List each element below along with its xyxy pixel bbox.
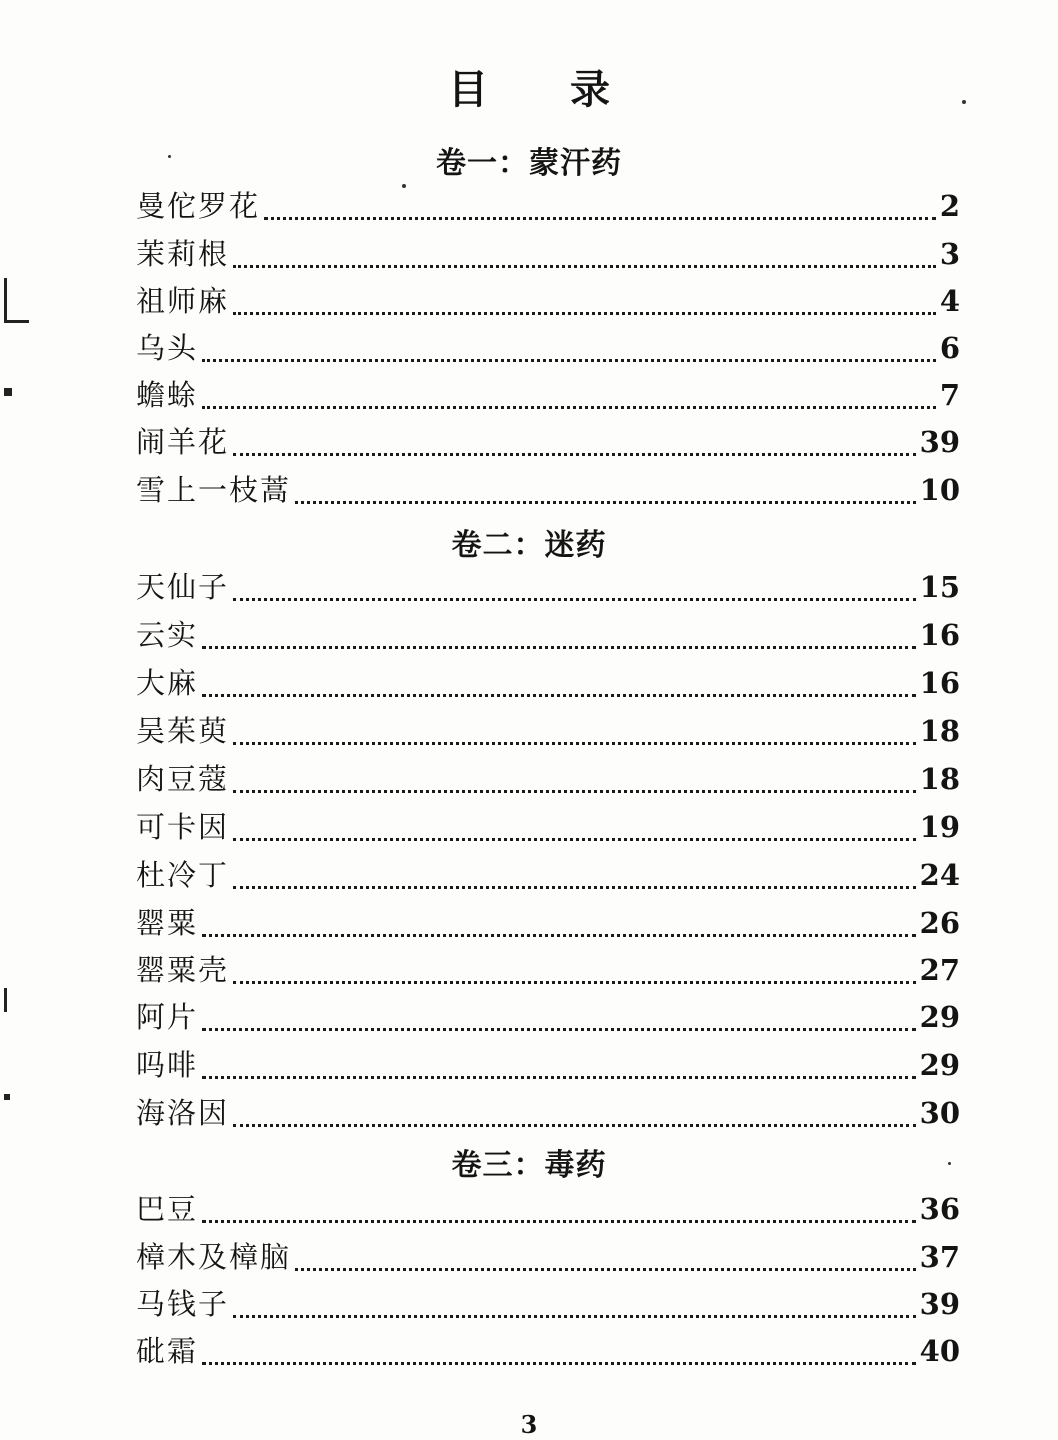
toc-entry bbox=[136, 186, 960, 226]
entry-page-number: 27 bbox=[919, 953, 960, 987]
page-title: 目 录 bbox=[448, 66, 644, 113]
toc-entry bbox=[136, 807, 960, 847]
dot-leader bbox=[233, 1305, 916, 1318]
dot-leader bbox=[202, 1210, 916, 1223]
toc-entry bbox=[136, 1331, 960, 1371]
entry-name: 砒霜 bbox=[136, 1334, 199, 1368]
scan-speck bbox=[962, 100, 966, 104]
entry-name: 巴豆 bbox=[136, 1192, 199, 1226]
dot-leader bbox=[233, 732, 916, 745]
entry-name: 祖师麻 bbox=[136, 284, 230, 318]
dot-leader bbox=[264, 207, 936, 220]
entry-page-number: 29 bbox=[919, 1000, 960, 1034]
dot-leader bbox=[202, 1066, 916, 1079]
toc-entry bbox=[136, 422, 960, 462]
entry-page-number: 16 bbox=[919, 666, 960, 700]
entry-page-number: 29 bbox=[919, 1048, 960, 1082]
dot-leader bbox=[233, 588, 916, 601]
dot-leader bbox=[233, 443, 916, 456]
scan-speck bbox=[948, 1162, 951, 1165]
toc-entry bbox=[136, 950, 960, 990]
scan-speck bbox=[402, 184, 406, 188]
entry-page-number: 30 bbox=[919, 1096, 960, 1130]
dot-leader bbox=[233, 971, 916, 984]
toc-entry bbox=[136, 711, 960, 751]
entry-name: 海洛因 bbox=[136, 1096, 230, 1130]
dot-leader bbox=[202, 636, 916, 649]
entry-name: 吗啡 bbox=[136, 1048, 199, 1082]
entry-name: 可卡因 bbox=[136, 810, 230, 844]
entry-name: 马钱子 bbox=[136, 1287, 230, 1321]
scan-margin-mark bbox=[4, 988, 17, 1012]
dot-leader bbox=[233, 780, 916, 793]
toc-entry bbox=[136, 281, 960, 321]
toc-entry bbox=[136, 1045, 960, 1085]
dot-leader bbox=[233, 828, 916, 841]
section-heading: 卷二：迷药 bbox=[451, 528, 607, 563]
toc-entry bbox=[136, 855, 960, 895]
toc-entry bbox=[136, 615, 960, 655]
entry-page-number: 6 bbox=[939, 331, 960, 365]
entry-page-number: 39 bbox=[919, 425, 960, 459]
toc-entry bbox=[136, 470, 960, 510]
dot-leader bbox=[202, 349, 936, 362]
toc-entry bbox=[136, 997, 960, 1037]
toc-entry bbox=[136, 567, 960, 607]
entry-page-number: 18 bbox=[919, 714, 960, 748]
entry-page-number: 15 bbox=[919, 570, 960, 604]
toc-entry bbox=[136, 328, 960, 368]
entry-name: 阿片 bbox=[136, 1000, 199, 1034]
entry-name: 茉莉根 bbox=[136, 237, 230, 271]
dot-leader bbox=[233, 302, 936, 315]
toc-entry bbox=[136, 759, 960, 799]
dot-leader bbox=[233, 1114, 916, 1127]
dot-leader bbox=[202, 1018, 916, 1031]
entry-name: 罂粟壳 bbox=[136, 953, 230, 987]
toc-entry bbox=[136, 234, 960, 274]
dot-leader bbox=[202, 396, 936, 409]
entry-page-number: 37 bbox=[919, 1240, 960, 1274]
entry-name: 肉豆蔻 bbox=[136, 762, 230, 796]
dot-leader bbox=[233, 876, 916, 889]
entry-name: 闹羊花 bbox=[136, 425, 230, 459]
dot-leader bbox=[202, 684, 916, 697]
entry-name: 云实 bbox=[136, 618, 199, 652]
section-heading: 卷三：毒药 bbox=[451, 1148, 607, 1183]
scan-margin-mark bbox=[4, 278, 29, 323]
toc-entry bbox=[136, 663, 960, 703]
entry-page-number: 36 bbox=[919, 1192, 960, 1226]
entry-name: 罂粟 bbox=[136, 906, 199, 940]
scan-speck bbox=[168, 155, 171, 158]
entry-name: 杜冷丁 bbox=[136, 858, 230, 892]
entry-name: 雪上一枝蒿 bbox=[136, 473, 292, 507]
entry-page-number: 4 bbox=[939, 284, 960, 318]
dot-leader bbox=[233, 255, 936, 268]
page-number: 3 bbox=[520, 1410, 538, 1439]
toc-entry bbox=[136, 1284, 960, 1324]
entry-page-number: 7 bbox=[939, 378, 960, 412]
entry-page-number: 26 bbox=[919, 906, 960, 940]
dot-leader bbox=[202, 1352, 916, 1365]
toc-entry bbox=[136, 1237, 960, 1277]
toc-entry bbox=[136, 1189, 960, 1229]
dot-leader bbox=[202, 924, 916, 937]
entry-page-number: 19 bbox=[919, 810, 960, 844]
entry-page-number: 39 bbox=[919, 1287, 960, 1321]
entry-page-number: 10 bbox=[919, 473, 960, 507]
scan-margin-mark bbox=[4, 388, 12, 396]
dot-leader bbox=[295, 1258, 916, 1271]
entry-name: 天仙子 bbox=[136, 570, 230, 604]
scan-margin-mark bbox=[4, 1094, 10, 1100]
entry-page-number: 40 bbox=[919, 1334, 960, 1368]
section-heading: 卷一：蒙汗药 bbox=[436, 146, 622, 181]
entry-name: 乌头 bbox=[136, 331, 199, 365]
entry-page-number: 2 bbox=[939, 189, 960, 223]
toc-entry bbox=[136, 1093, 960, 1133]
entry-page-number: 18 bbox=[919, 762, 960, 796]
dot-leader bbox=[295, 491, 916, 504]
toc-entry bbox=[136, 903, 960, 943]
entry-name: 吴茱萸 bbox=[136, 714, 230, 748]
entry-name: 蟾蜍 bbox=[136, 378, 199, 412]
entry-page-number: 3 bbox=[939, 237, 960, 271]
entry-page-number: 24 bbox=[919, 858, 960, 892]
toc-entry bbox=[136, 375, 960, 415]
entry-name: 曼佗罗花 bbox=[136, 189, 261, 223]
entry-name: 大麻 bbox=[136, 666, 199, 700]
entry-page-number: 16 bbox=[919, 618, 960, 652]
entry-name: 樟木及樟脑 bbox=[136, 1240, 292, 1274]
